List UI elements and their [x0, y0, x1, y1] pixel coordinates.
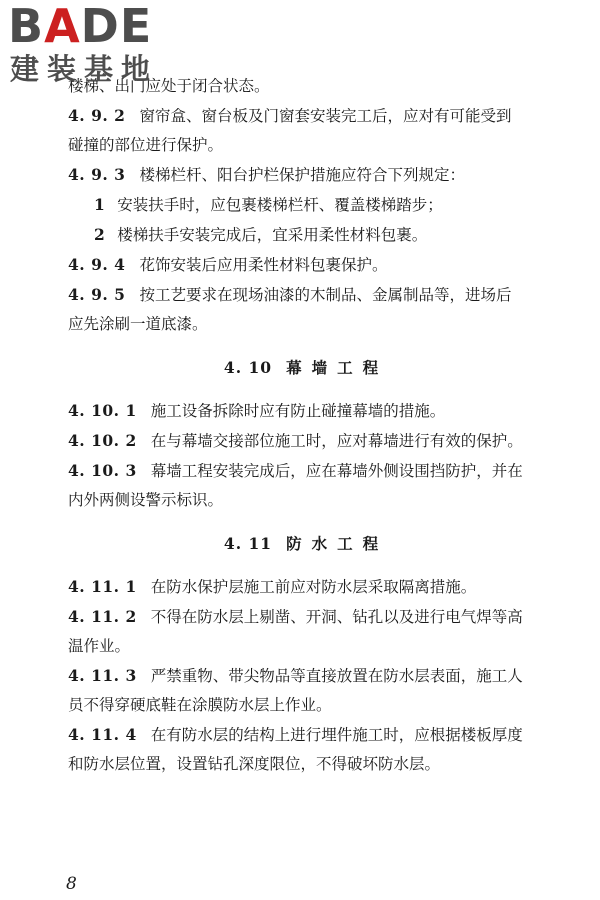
sub-item-number: 2: [94, 225, 106, 244]
clause-number: 4. 11. 1: [68, 577, 137, 596]
text-line: [68, 486, 544, 515]
clause-4-9-2: [68, 101, 544, 131]
sub-item-2: [68, 220, 544, 250]
logo-letter-b: B: [8, 0, 45, 53]
section-heading-4-10: [68, 353, 544, 382]
clause-4-9-3: [68, 160, 544, 190]
section-heading-4-11: [68, 529, 544, 558]
line-text: 应先涂刷一道底漆。: [68, 315, 208, 333]
line-text: 和防水层位置，设置钻孔深度限位，不得破坏防水层。: [68, 755, 441, 773]
page-number: 8: [66, 874, 77, 894]
clause-number: 4. 11. 4: [68, 725, 137, 744]
sub-item-text: 安装扶手时，应包裹楼梯栏杆、覆盖楼梯踏步；: [117, 196, 443, 214]
clause-4-11-2: [68, 602, 544, 632]
logo-wordmark: [8, 0, 176, 53]
line-text: 楼梯、出门应处于闭合状态。: [68, 77, 270, 95]
clause-text: 花饰安装后应用柔性材料包裹保护。: [139, 256, 388, 274]
logo-subtitle: 建装基地: [10, 52, 159, 86]
text-line: [68, 691, 544, 720]
clause-text: 楼梯栏杆、阳台护栏保护措施应符合下列规定：: [139, 166, 465, 184]
sub-item-text: 楼梯扶手安装完成后，宜采用柔性材料包裹。: [117, 226, 428, 244]
clause-text: 在与幕墙交接部位施工时，应对幕墙进行有效的保护。: [150, 432, 523, 450]
clause-number: 4. 9. 2: [68, 106, 126, 125]
clause-number: 4. 9. 5: [68, 285, 126, 304]
line-text: 温作业。: [68, 637, 131, 655]
line-text: 碰撞的部位进行保护。: [68, 136, 224, 154]
text-line: [68, 131, 544, 160]
clause-4-11-3: [68, 661, 544, 691]
clause-4-9-4: [68, 250, 544, 280]
text-line: [68, 310, 544, 339]
clause-text: 幕墙工程安装完成后，应在幕墙外侧设围挡防护，并在: [150, 462, 523, 480]
logo-letter-a-accent: A: [44, 0, 81, 53]
clause-number: 4. 10. 1: [68, 401, 137, 420]
sub-item-number: 1: [94, 195, 106, 214]
section-number: 4. 10: [223, 358, 273, 377]
section-title-text: 防水工程: [286, 534, 389, 553]
clause-text: 按工艺要求在现场油漆的木制品、金属制品等，进场后: [139, 286, 512, 304]
clause-number: 4. 10. 2: [68, 431, 137, 450]
clause-text: 施工设备拆除时应有防止碰撞幕墙的措施。: [150, 402, 446, 420]
clause-number: 4. 9. 3: [68, 165, 126, 184]
section-4-11-text: [68, 572, 544, 779]
clause-text: 在防水保护层施工前应对防水层采取隔离措施。: [150, 578, 477, 596]
clause-4-10-1: [68, 396, 544, 426]
clause-number: 4. 11. 2: [68, 607, 137, 626]
clause-text: 不得在防水层上剔凿、开洞、钻孔以及进行电气焊等高: [150, 608, 523, 626]
clause-number: 4. 11. 3: [68, 666, 137, 685]
clause-4-9-5: [68, 280, 544, 310]
clause-number: 4. 10. 3: [68, 461, 137, 480]
sub-item-1: [68, 190, 544, 220]
clause-number: 4. 9. 4: [68, 255, 126, 274]
section-title-text: 幕墙工程: [286, 358, 389, 377]
bade-logo: [8, 2, 176, 94]
page-content: [68, 72, 544, 779]
clause-text: 在有防水层的结构上进行埋件施工时，应根据楼板厚度: [150, 726, 523, 744]
clause-4-10-2: [68, 426, 544, 456]
section-4-10-text: [68, 396, 544, 515]
clause-4-10-3: [68, 456, 544, 486]
text-line: [68, 750, 544, 779]
clause-4-11-4: [68, 720, 544, 750]
text-line: [68, 632, 544, 661]
section-4-9-text: [68, 72, 544, 339]
section-number: 4. 11: [223, 534, 273, 553]
logo-letters-de: DE: [80, 0, 153, 53]
clause-text: 窗帘盒、窗台板及门窗套安装完工后，应对有可能受到: [139, 107, 512, 125]
line-text: 内外两侧设警示标识。: [68, 491, 224, 509]
clause-text: 严禁重物、带尖物品等直接放置在防水层表面，施工人: [150, 667, 523, 685]
line-text: 员不得穿硬底鞋在涂膜防水层上作业。: [68, 696, 332, 714]
clause-4-11-1: [68, 572, 544, 602]
